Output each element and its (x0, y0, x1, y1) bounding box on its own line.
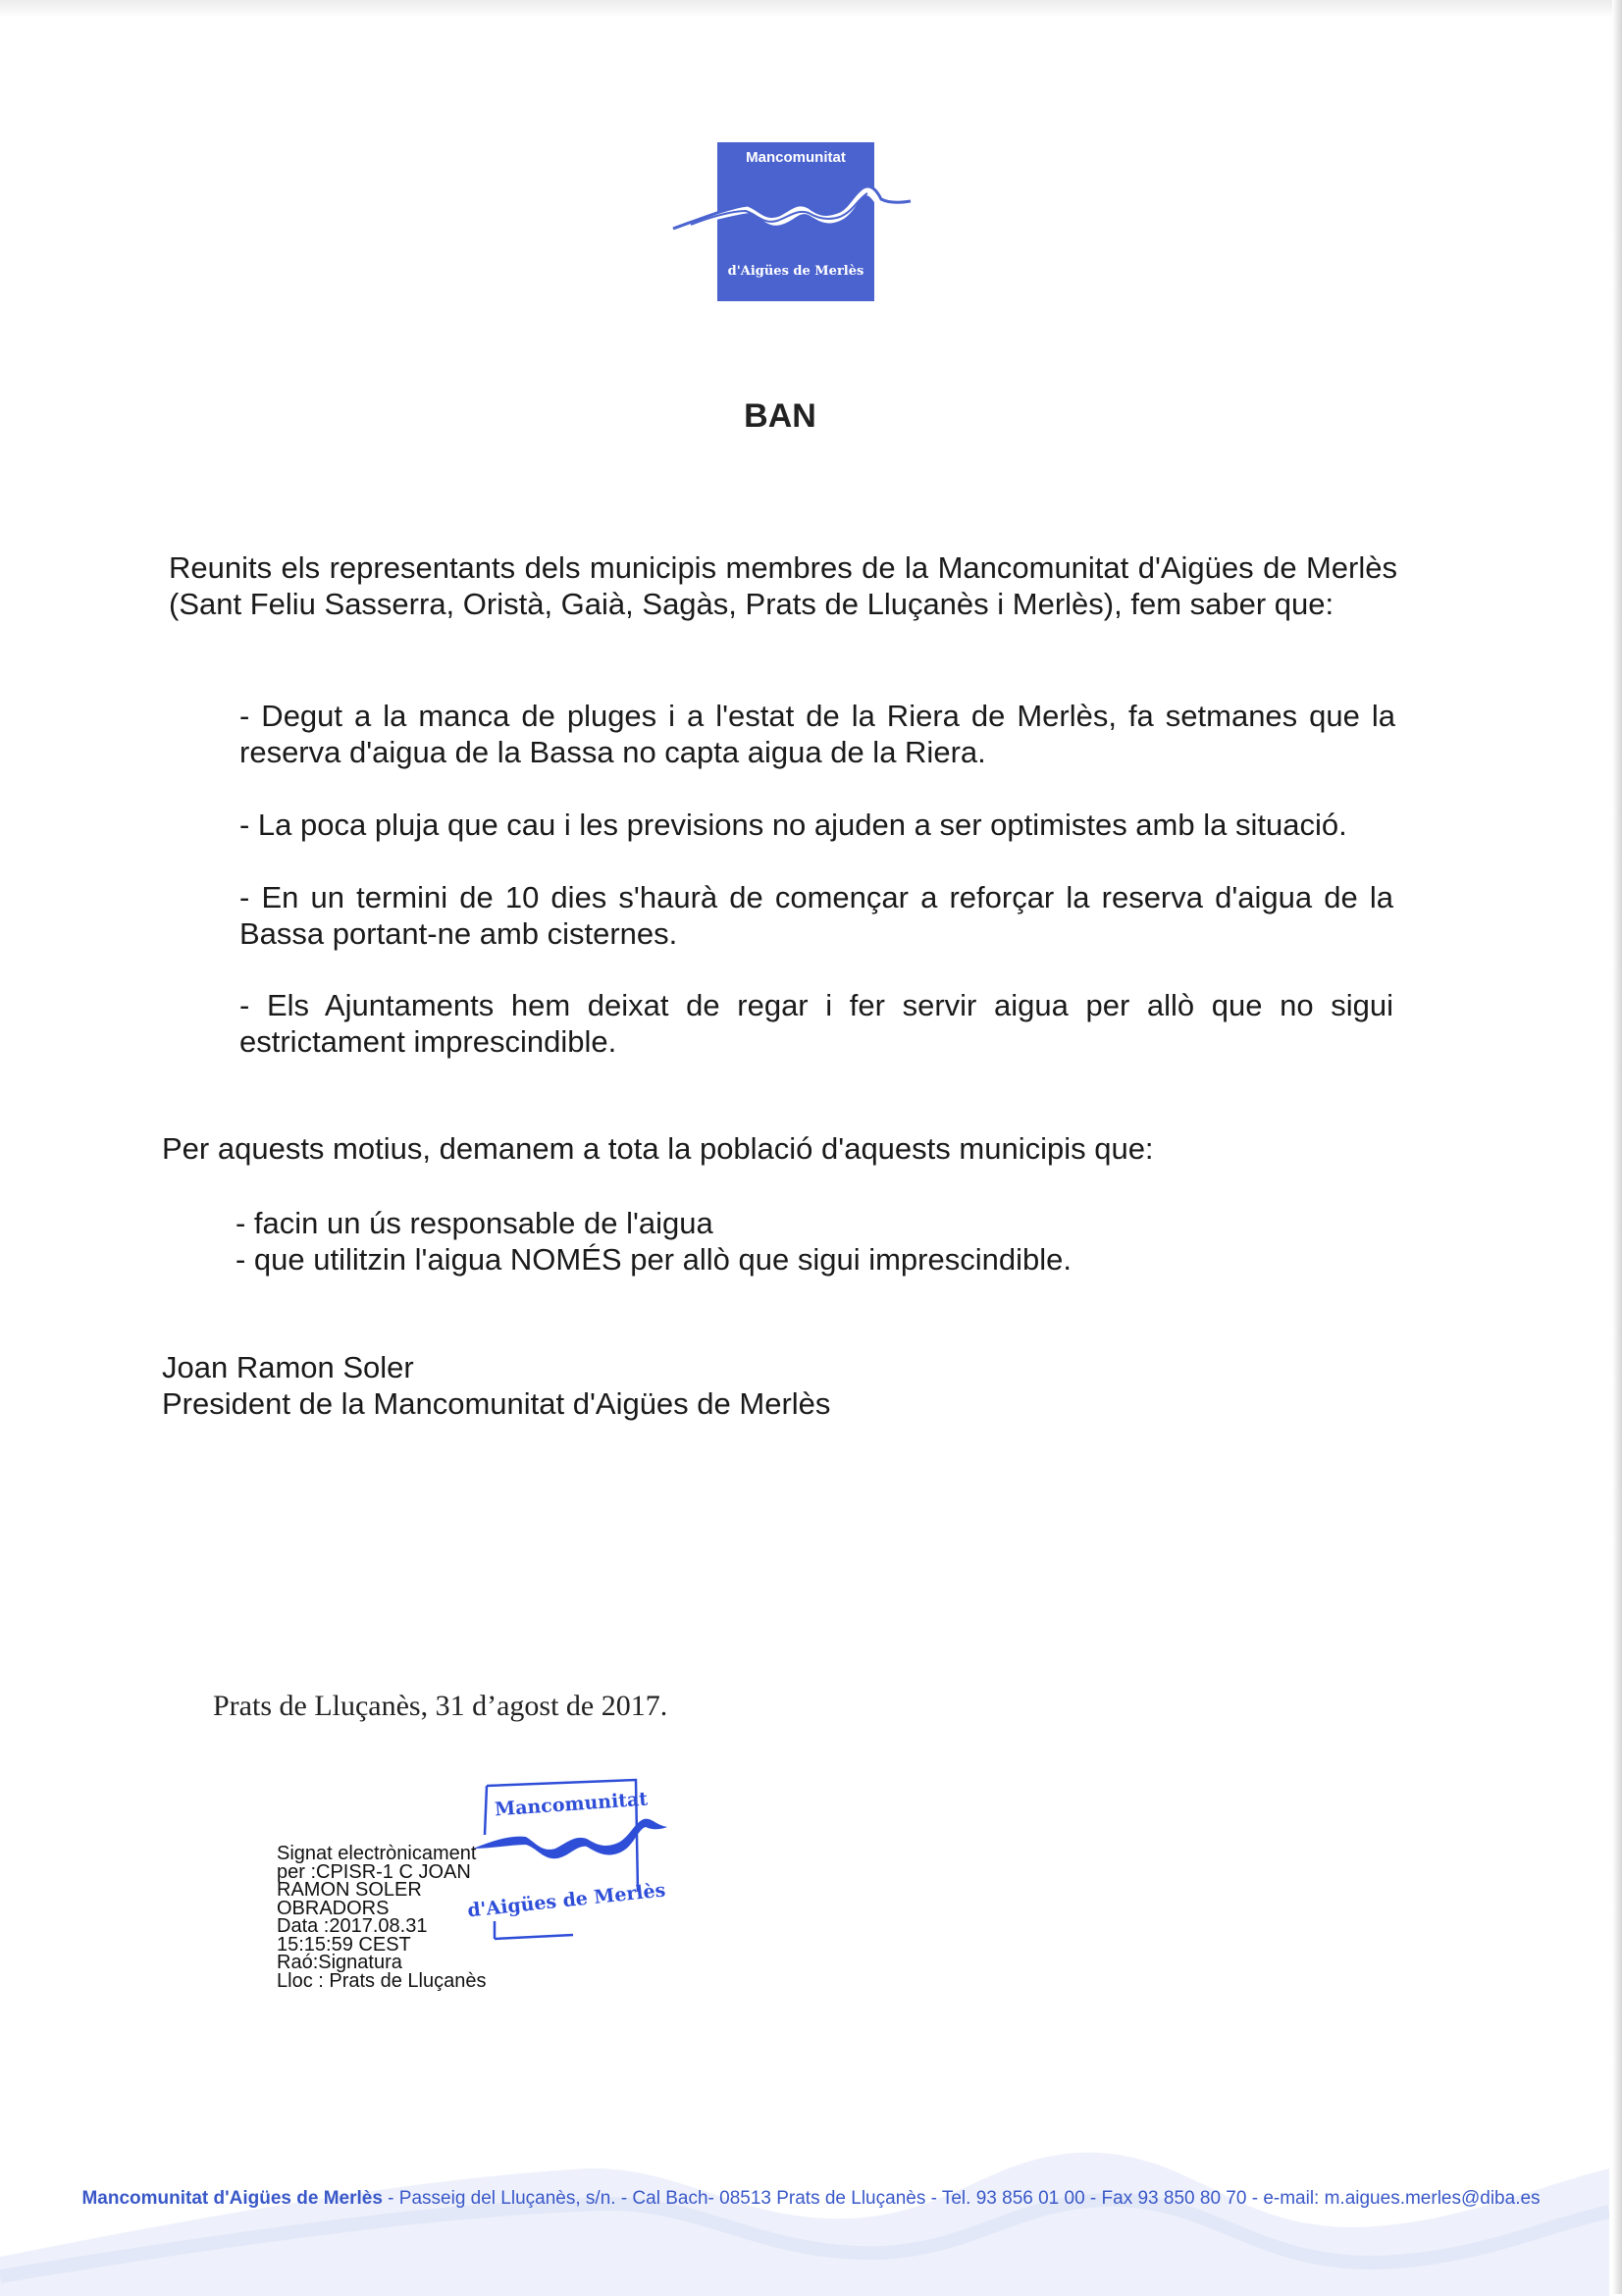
logo-text-top: Mancomunitat (746, 149, 846, 166)
footer-contact (0, 2188, 1622, 2210)
footer-org: Mancomunitat d'Aigües de Merlès (81, 2188, 383, 2209)
logo-text-bottom: d'Aigües de Merlès (727, 264, 864, 279)
stamp-text-bottom: d'Aigües de Merlès (466, 1879, 667, 1922)
signature-line: Data :2017.08.31 (277, 1915, 428, 1937)
document-title: BAN (744, 397, 816, 435)
scan-top-edge (0, 0, 1622, 18)
point-3: - En un termini de 10 dies s'haurà de començar a reforçar la reserva d'aigua de la Bassa portant-ne amb cisternes. (239, 880, 1393, 951)
request-item-2: - que utilitzin l'aigua NOMÉS per allò que sigui imprescindible. (235, 1242, 1072, 1277)
wave-icon (671, 182, 913, 240)
signature-line: Lloc : Prats de Lluçanès (277, 1969, 487, 1992)
signature-line: OBRADORS (277, 1897, 390, 1919)
signature-line: RAMON SOLER (277, 1879, 422, 1901)
point-2: - La poca pluja que cau i les previsions no ajuden a ser optimistes amb la situació. (239, 808, 1347, 842)
request-paragraph: Per aquests motius, demanem a tota la població d'aquests municipis que: (162, 1131, 1154, 1166)
scan-right-edge (1612, 0, 1622, 2294)
signature-line: Raó:Signatura (277, 1952, 402, 1973)
footer-details: - Passeig del Lluçanès, s/n. - Cal Bach- 08513 Prats de Lluçanès - Tel. 93 856 01 00 - Fax 93 850 80 70 - e-mail: m.aigues.merles@diba.es (382, 2188, 1541, 2209)
signature-line: per :CPISR-1 C JOAN (277, 1860, 471, 1883)
signature-line: Signat electrònicament (277, 1843, 477, 1864)
stamp-text-top: Mancomunitat (494, 1788, 649, 1821)
signer-role: President de la Mancomunitat d'Aigües de Merlès (162, 1386, 831, 1421)
signature-line: 15:15:59 CEST (277, 1933, 411, 1956)
mancomunitat-logo (671, 142, 913, 301)
point-4: - Els Ajuntaments hem deixat de regar i fer servir aigua per allò que no sigui estrictament imprescindible. (239, 988, 1393, 1059)
official-stamp (465, 1774, 681, 1951)
electronic-signature (277, 1845, 486, 1990)
point-1: - Degut a la manca de pluges i a l'estat de la Riera de Merlès, fa setmanes que la reserva d'aigua de la Bassa no capta aigua de la Riera. (239, 699, 1395, 769)
request-item-1: - facin un ús responsable de l'aigua (235, 1206, 713, 1240)
place-date: Prats de Lluçanès, 31 d’agost de 2017. (213, 1690, 668, 1722)
signer-name: Joan Ramon Soler (162, 1350, 414, 1384)
intro-paragraph: Reunits els representants dels municipis membres de la Mancomunitat d'Aigües de Merlès (Sant Feliu Sasserra, Oristà, Gaià, Sagàs, Prats de Lluçanès i Merlès), fem saber que: (169, 550, 1397, 621)
